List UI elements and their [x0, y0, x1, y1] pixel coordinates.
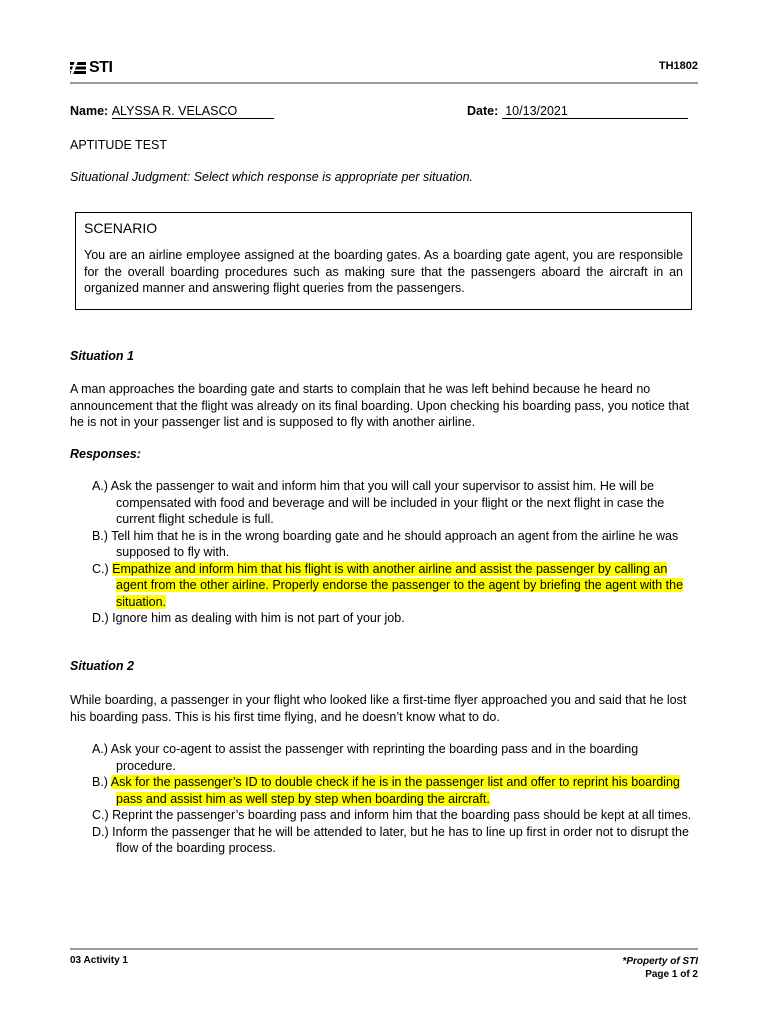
date-label: Date:: [467, 104, 499, 118]
response-option-c[interactable]: C.) Reprint the passenger’s boarding pass and inform him that the boarding pass should be kept at all times.: [92, 808, 692, 822]
scenario-text: You are an airline employee assigned at the boarding gates. As a boarding gate agent, you are responsible for the overall boarding procedures such as making sure that the passengers aboard the aircraft in an organized manner and answering flight queries from the passengers.: [84, 248, 683, 295]
situation-2-responses: [70, 741, 698, 857]
response-option-a[interactable]: A.) Ask your co-agent to assist the passenger with reprinting the boarding pass and in the boarding procedure.: [92, 742, 639, 773]
date-field: [502, 104, 688, 119]
responses-label: Responses:: [70, 447, 141, 461]
page-title: APTITUDE TEST: [70, 138, 168, 152]
instructions: Situational Judgment: Select which response is appropriate per situation.: [70, 170, 474, 184]
situation-2-text: While boarding, a passenger in your flight who looked like a first-time flyer approached you and said that he lost his boarding pass. This is his first time flying, and he doesn’t know what to do.: [70, 693, 687, 724]
situation-1-text: A man approaches the boarding gate and starts to complain that he was left behind because he heard no announcement that the flight was already on its final boarding. Upon checking his boarding pass, you notice that he is not in your passenger list and is supposed to fly with another airline.: [70, 382, 690, 429]
scenario-box: [75, 212, 692, 310]
selected-response-highlight: Ask for the passenger’s ID to double check if he is in the passenger list and offer to reprint his boarding pass and assist him as well step by step when boarding the aircraft.: [110, 775, 680, 806]
date-value: 10/13/2021: [505, 104, 568, 118]
name-value: ALYSSA R. VELASCO: [111, 104, 238, 118]
response-option-a[interactable]: A.) Ask the passenger to wait and inform him that you will call your supervisor to assist him. He will be compensated with food and beverage and will be included in your flight or the next flight in case the current flight schedule is full.: [92, 479, 665, 526]
footer-rule: [70, 948, 698, 950]
logo-text: STI: [89, 59, 113, 76]
property-notice: *Property of STI: [622, 956, 698, 967]
response-option-d[interactable]: D.) Ignore him as dealing with him is not part of your job.: [92, 611, 405, 625]
response-option-c[interactable]: C.) Empathize and inform him that his flight is with another airline and assist the passenger by calling an agent from the other airline. Properly endorse the passenger to the agent by briefing the agent with the situation.: [92, 561, 684, 609]
document-code: TH1802: [658, 60, 698, 72]
situation-1-responses: [70, 478, 698, 627]
header-rule: [70, 82, 698, 84]
page-number: Page 1 of 2: [645, 969, 698, 980]
sti-logo: [70, 60, 112, 76]
response-option-b[interactable]: B.) Ask for the passenger’s ID to double check if he is in the passenger list and offer to reprint his boarding pass and assist him as well step by step when boarding the aircraft.: [92, 775, 680, 806]
situation-1-title: Situation 1: [70, 349, 134, 363]
name-label: Name:: [70, 104, 109, 118]
sti-logo-icon: [70, 61, 86, 75]
response-option-d[interactable]: D.) Inform the passenger that he will be attended to later, but he has to line up first in order not to disrupt the flow of the boarding process.: [92, 824, 689, 855]
scenario-title: SCENARIO: [84, 220, 158, 236]
response-option-b[interactable]: B.) Tell him that he is in the wrong boarding gate and he should approach an agent from the airline he was supposed to fly with.: [92, 528, 679, 559]
situation-2-title: Situation 2: [70, 659, 134, 673]
footer-activity: 03 Activity 1: [70, 955, 128, 966]
name-row: [70, 103, 274, 120]
name-field: [112, 104, 274, 119]
footer-right: [622, 955, 698, 981]
date-row: [467, 103, 688, 120]
selected-response-highlight: Empathize and inform him that his flight is with another airline and assist the passenger by calling an agent from the other airline. Properly endorse the passenger to the agent by briefing the agent with the situation.: [112, 561, 684, 609]
